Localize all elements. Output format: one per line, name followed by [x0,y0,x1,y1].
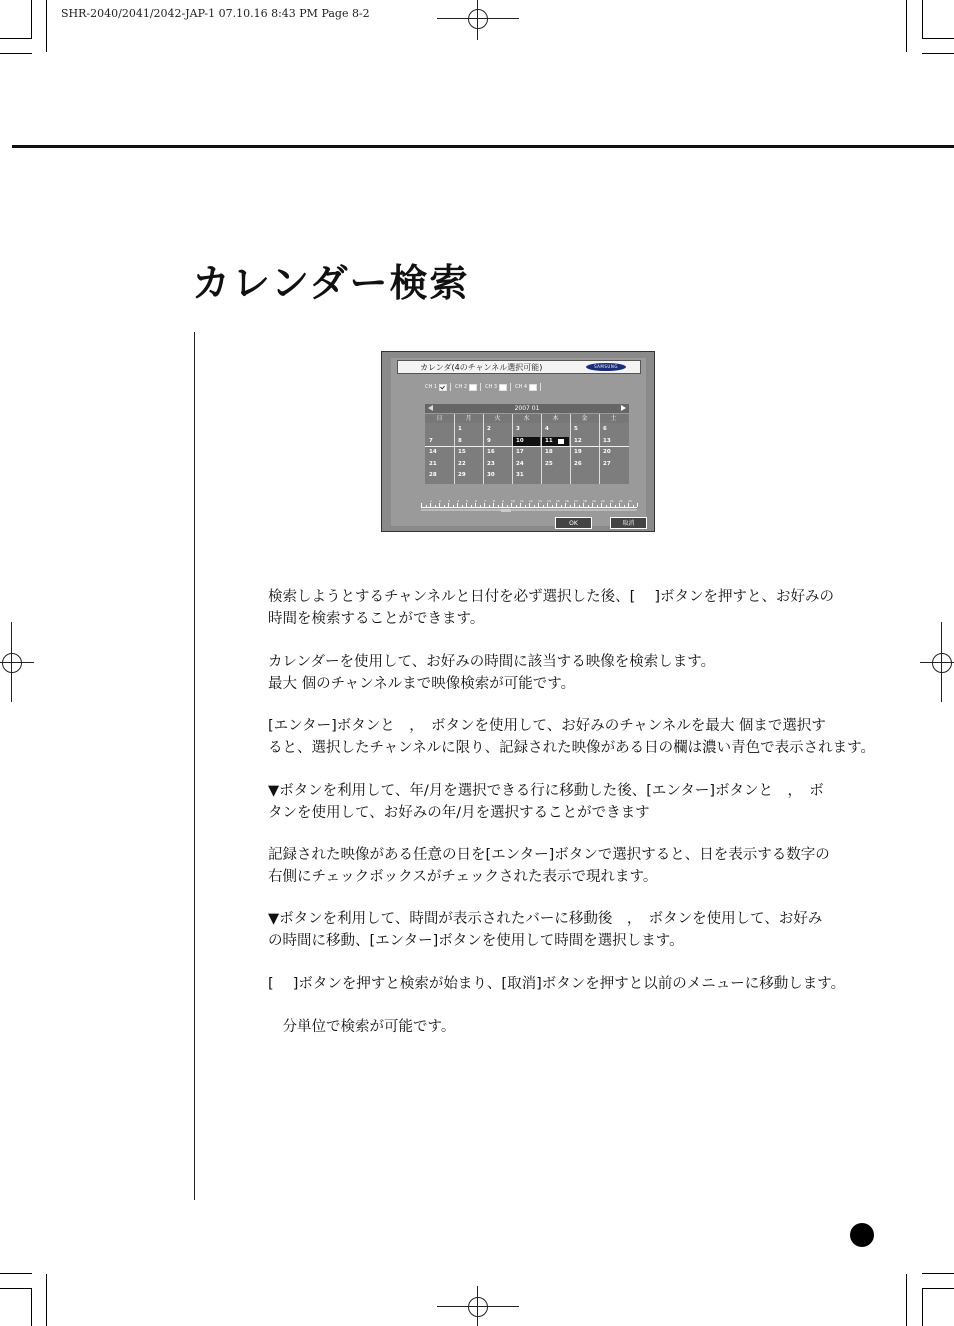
hour-label: 15 [556,499,560,503]
hour-tick [457,503,458,507]
paragraph [268,1016,455,1038]
hour-label: 19 [592,499,596,503]
channel-label: CH 4 [515,384,528,390]
hour-tick [430,503,431,507]
text-line: 検索しようとするチャンネルと日付を必ず選択した後、[ ]ボタンを押すと、お好みの [268,589,835,605]
calendar-day[interactable]: 7 [429,437,433,444]
paragraph [268,715,875,759]
hour-tick [556,503,557,507]
hour-tick [489,505,490,507]
crop-mark [31,0,32,38]
hour-tick [466,503,467,507]
weekday-header: 月 [454,414,483,423]
hour-label: 16 [565,499,569,503]
next-month-icon[interactable] [621,405,626,411]
calendar-screen [381,351,655,532]
hour-label: 17 [574,499,578,503]
hour-tick [453,505,454,507]
hour-tick [507,505,508,507]
hour-tick [502,503,503,507]
crop-mark [0,38,32,39]
crop-mark [922,53,954,54]
hour-tick [484,503,485,507]
calendar-day[interactable]: 17 [516,449,524,455]
hour-tick [606,505,607,507]
grid-line [454,414,455,484]
calendar-day[interactable]: 18 [545,449,553,455]
hour-tick [421,503,422,507]
calendar-day[interactable]: 31 [516,472,524,478]
calendar-day[interactable]: 28 [429,472,437,478]
hour-label: 12 [529,499,533,503]
month-label: 2007 01 [514,405,540,412]
ok-button[interactable]: OK [555,517,592,529]
hour-tick [615,505,616,507]
calendar-day[interactable]: 9 [487,437,491,444]
channel-toggle[interactable] [515,383,541,391]
hour-tick [624,505,625,507]
hour-tick [633,505,634,507]
crop-mark [922,1288,923,1326]
hour-tick [552,505,553,507]
text-line: 右側にチェックボックスがチェックされた表示で現れます。 [268,869,658,885]
hour-tick [588,505,589,507]
hour-tick [583,503,584,507]
hour-label: 8 [493,499,495,503]
calendar-day[interactable]: 14 [429,449,437,455]
text-line: 記録された映像がある任意の日を[エンター]ボタンで選択すると、日を表示する数字の [268,847,830,863]
grid-line [512,414,513,484]
calendar-day[interactable]: 22 [458,460,466,467]
hour-tick [619,503,620,507]
calendar-day[interactable]: 15 [458,449,466,455]
text-line: タンを使用して、お好みの年/月を選択することができます [268,805,650,821]
hour-label: 13 [538,499,542,503]
crop-mark [46,1274,47,1326]
weekday-header: 金 [570,414,599,423]
hour-tick [597,505,598,507]
calendar-day[interactable]: 8 [458,437,462,444]
calendar-day[interactable]: 12 [574,437,582,444]
page-title: カレンダー検索 [192,261,470,305]
crop-mark [0,1288,32,1289]
crop-mark [906,0,907,52]
grid-line [599,414,600,484]
weekday-header: 水 [512,414,541,423]
grid-line [425,446,629,447]
calendar-day[interactable]: 6 [603,426,607,432]
screen-titlebar [397,360,641,374]
hour-tick [534,505,535,507]
text-line: カレンダーを使用して、お好みの時間に該当する映像を検索します。 [268,654,716,670]
calendar-day[interactable]: 16 [487,449,495,455]
text-line: の時間に移動、[エンター]ボタンを使用して時間を選択します。 [268,933,684,949]
hour-label: 2 [439,499,441,503]
print-slug: SHR-2040/2041/2042-JAP-1 07.10.16 8:43 PM Page 8-2 [61,7,370,20]
paragraph [268,586,834,630]
hour-tick [520,503,521,507]
weekday-header: 火 [483,414,512,423]
screen-title: カレンダ(4のチャンネル選択可能) [420,363,543,372]
calendar-day[interactable]: 19 [574,449,582,455]
hour-tick [574,503,575,507]
hour-tick [565,503,566,507]
hour-tick [637,503,638,507]
text-line: 最大 個のチャンネルまで映像検索が可能です。 [268,676,576,692]
hour-tick [610,503,611,507]
calendar-day[interactable]: 10 [516,437,524,444]
registration-mark-top [437,0,519,40]
cancel-button[interactable]: 取消 [610,517,647,529]
hour-tick [543,505,544,507]
samsung-logo: SAMSUNG [586,363,626,371]
hour-label: 3 [448,499,450,503]
day-check-icon [558,439,564,444]
hour-label: 9 [502,499,504,503]
channel-toggle[interactable] [455,383,481,391]
channel-label: CH 2 [455,384,468,390]
registration-mark-right [920,622,954,702]
hour-label: 20 [601,499,605,503]
grid-line [570,414,571,484]
hour-bar[interactable] [421,501,637,509]
hour-cursor[interactable] [501,509,511,512]
calendar-day[interactable]: 26 [574,460,582,467]
paragraph [268,780,824,824]
channel-toggle[interactable] [425,383,451,391]
hour-tick [448,503,449,507]
hour-label: 5 [466,499,468,503]
calendar-day[interactable]: 1 [458,426,462,432]
page-marker [850,1223,874,1247]
hour-label: 4 [457,499,459,503]
grid-line [541,414,542,484]
hour-label: 18 [583,499,587,503]
hour-tick [547,503,548,507]
hour-tick [592,503,593,507]
hour-tick [628,503,629,507]
crop-mark [906,1274,907,1326]
hour-tick [480,505,481,507]
paragraph [268,651,715,695]
checkbox-icon[interactable] [439,384,447,391]
weekday-header: 土 [599,414,628,423]
channel-selector [425,383,541,393]
checkbox-icon[interactable] [469,384,477,391]
text-line: ▼ボタンを利用して、年/月を選択できる行に移動した後、[エンター]ボタンと ， ボ [268,783,824,799]
hour-label: 10 [511,499,515,503]
calendar-day[interactable]: 2 [487,426,491,432]
crop-mark [46,0,47,52]
registration-mark-bottom [437,1286,519,1326]
hour-tick [462,505,463,507]
calendar-day[interactable]: 25 [545,460,553,467]
grid-line [483,414,484,484]
hour-tick [538,503,539,507]
weekday-header: 木 [541,414,570,423]
hour-tick [561,505,562,507]
crop-mark [0,1273,32,1274]
hour-tick [435,505,436,507]
hour-bar-baseline [421,507,637,508]
text-line: 分単位で検索が可能です。 [268,1019,456,1035]
calendar-day[interactable]: 5 [574,426,578,432]
channel-label: CH 3 [485,384,498,390]
calendar-day[interactable]: 24 [516,460,524,467]
hour-tick [475,503,476,507]
hour-tick [525,505,526,507]
hour-label: 22 [619,499,623,503]
crop-mark [922,1273,954,1274]
crop-mark [922,0,923,38]
hour-tick [439,503,440,507]
hour-tick [579,505,580,507]
hour-label: 23 [628,499,632,503]
paragraph [268,973,845,995]
calendar-day[interactable]: 13 [603,437,611,444]
calendar-day[interactable]: 20 [603,449,611,455]
calendar-day[interactable]: 27 [603,460,611,467]
screen-panel [391,358,646,526]
text-line: [エンター]ボタンと ， ボタンを使用して、お好みのチャンネルを最大 個まで選択す [268,718,826,734]
channel-toggle[interactable] [485,383,511,391]
crop-mark [0,53,32,54]
crop-mark [922,38,954,39]
margin-rule [194,332,195,1200]
paragraph [268,908,822,952]
calendar-day[interactable]: 29 [458,472,466,478]
weekday-header: 日 [425,414,454,423]
checkbox-icon[interactable] [499,384,507,391]
hour-label: 6 [475,499,477,503]
hour-label: 14 [547,499,551,503]
header-rule [12,145,954,148]
hour-tick [426,505,427,507]
hour-tick [511,503,512,507]
crop-mark [31,1288,32,1326]
paragraph [268,844,830,888]
hour-tick [516,505,517,507]
text-line: ▼ボタンを利用して、時間が表示されたバーに移動後 ， ボタンを使用して、お好み [268,911,823,927]
calendar-day[interactable]: 3 [516,426,520,432]
text-line: 時間を検索することができます。 [268,611,485,627]
hour-label: 7 [484,499,486,503]
hour-tick [601,503,602,507]
calendar-day[interactable]: 21 [429,460,437,467]
hour-label: 21 [610,499,614,503]
hour-tick [570,505,571,507]
hour-track [421,509,637,511]
hour-tick [529,503,530,507]
month-selector[interactable] [425,404,629,413]
hour-tick [471,505,472,507]
calendar-day[interactable]: 23 [487,460,495,467]
registration-mark-left [0,622,34,702]
hour-tick [493,503,494,507]
hour-label: 11 [520,499,524,503]
checkbox-icon[interactable] [529,384,537,391]
channel-label: CH 1 [425,384,438,390]
calendar-day[interactable]: 11 [545,437,553,444]
crop-mark [922,1288,954,1289]
text-line: ると、選択したチャンネルに限り、記録された映像がある日の欄は濃い青色で表示されます。 [268,740,875,756]
calendar-day[interactable]: 4 [545,426,549,432]
calendar-day[interactable]: 30 [487,472,495,478]
calendar-grid [425,414,629,484]
hour-tick [498,505,499,507]
hour-tick [444,505,445,507]
text-line: [ ]ボタンを押すと検索が始まり、[取消]ボタンを押すと以前のメニューに移動します。 [268,976,846,992]
hour-label: 1 [430,499,432,503]
